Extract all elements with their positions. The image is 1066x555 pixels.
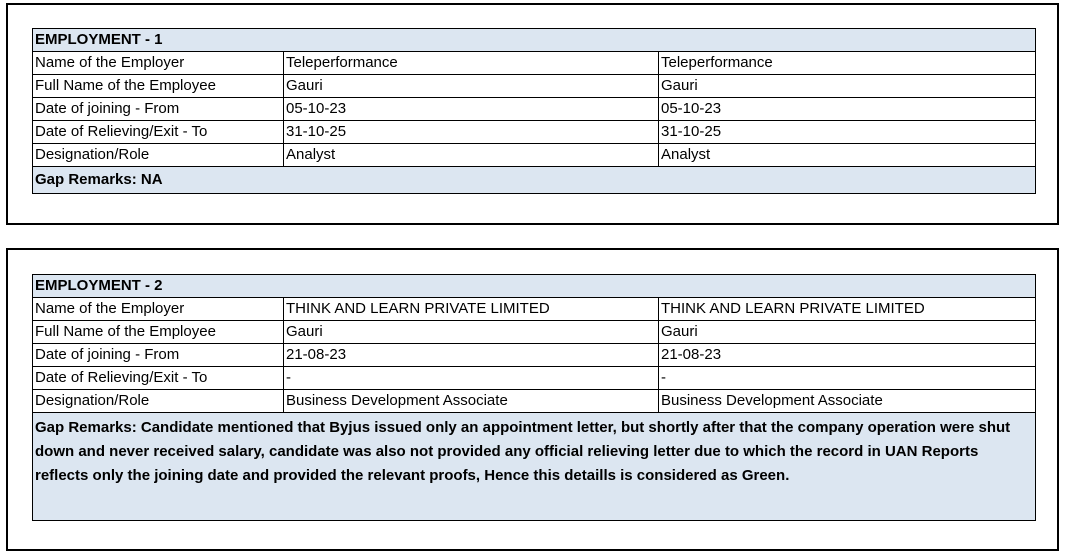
employment-1-table bbox=[32, 28, 1036, 194]
verified-value: Business Development Associate bbox=[659, 390, 1036, 413]
table-header-row bbox=[33, 29, 1036, 52]
gap-remarks-row bbox=[33, 167, 1036, 194]
claimed-value: Business Development Associate bbox=[284, 390, 659, 413]
row-label: Designation/Role bbox=[33, 390, 284, 413]
verified-value: - bbox=[659, 367, 1036, 390]
claimed-value: - bbox=[284, 367, 659, 390]
row-label: Name of the Employer bbox=[33, 52, 284, 75]
table-row bbox=[33, 298, 1036, 321]
row-label: Name of the Employer bbox=[33, 298, 284, 321]
table-row bbox=[33, 344, 1036, 367]
table-row bbox=[33, 390, 1036, 413]
row-label: Date of joining - From bbox=[33, 98, 284, 121]
claimed-value: Gauri bbox=[284, 75, 659, 98]
verified-value: Gauri bbox=[659, 75, 1036, 98]
verified-value: 31-10-25 bbox=[659, 121, 1036, 144]
gap-remarks: Gap Remarks: Candidate mentioned that Byjus issued only an appointment letter, but shortly after that the company operation were shut down and never received salary, candidate was also not provided any official relieving letter due to which the record in UAN Reports reflects only the joining date and provided the relevant proofs, Hence this detaills is considered as Green. bbox=[33, 413, 1036, 521]
employment-1-header: EMPLOYMENT - 1 bbox=[33, 29, 1036, 52]
table-row bbox=[33, 121, 1036, 144]
verified-value: 05-10-23 bbox=[659, 98, 1036, 121]
row-label: Date of joining - From bbox=[33, 344, 284, 367]
claimed-value: Analyst bbox=[284, 144, 659, 167]
verified-value: Analyst bbox=[659, 144, 1036, 167]
claimed-value: THINK AND LEARN PRIVATE LIMITED bbox=[284, 298, 659, 321]
table-row bbox=[33, 367, 1036, 390]
verified-value: 21-08-23 bbox=[659, 344, 1036, 367]
row-label: Full Name of the Employee bbox=[33, 321, 284, 344]
verified-value: Teleperformance bbox=[659, 52, 1036, 75]
table-row bbox=[33, 321, 1036, 344]
table-header-row bbox=[33, 275, 1036, 298]
claimed-value: 21-08-23 bbox=[284, 344, 659, 367]
employment-2-header: EMPLOYMENT - 2 bbox=[33, 275, 1036, 298]
claimed-value: 31-10-25 bbox=[284, 121, 659, 144]
gap-remarks: Gap Remarks: NA bbox=[33, 167, 1036, 194]
table-row bbox=[33, 98, 1036, 121]
table-row bbox=[33, 52, 1036, 75]
employment-2-table bbox=[32, 274, 1036, 521]
verified-value: Gauri bbox=[659, 321, 1036, 344]
claimed-value: 05-10-23 bbox=[284, 98, 659, 121]
table-row bbox=[33, 75, 1036, 98]
table-row bbox=[33, 144, 1036, 167]
claimed-value: Gauri bbox=[284, 321, 659, 344]
employment-2-panel bbox=[6, 248, 1059, 551]
gap-remarks-row bbox=[33, 413, 1036, 521]
row-label: Date of Relieving/Exit - To bbox=[33, 121, 284, 144]
claimed-value: Teleperformance bbox=[284, 52, 659, 75]
row-label: Full Name of the Employee bbox=[33, 75, 284, 98]
row-label: Date of Relieving/Exit - To bbox=[33, 367, 284, 390]
verified-value: THINK AND LEARN PRIVATE LIMITED bbox=[659, 298, 1036, 321]
row-label: Designation/Role bbox=[33, 144, 284, 167]
employment-1-panel bbox=[6, 3, 1059, 225]
